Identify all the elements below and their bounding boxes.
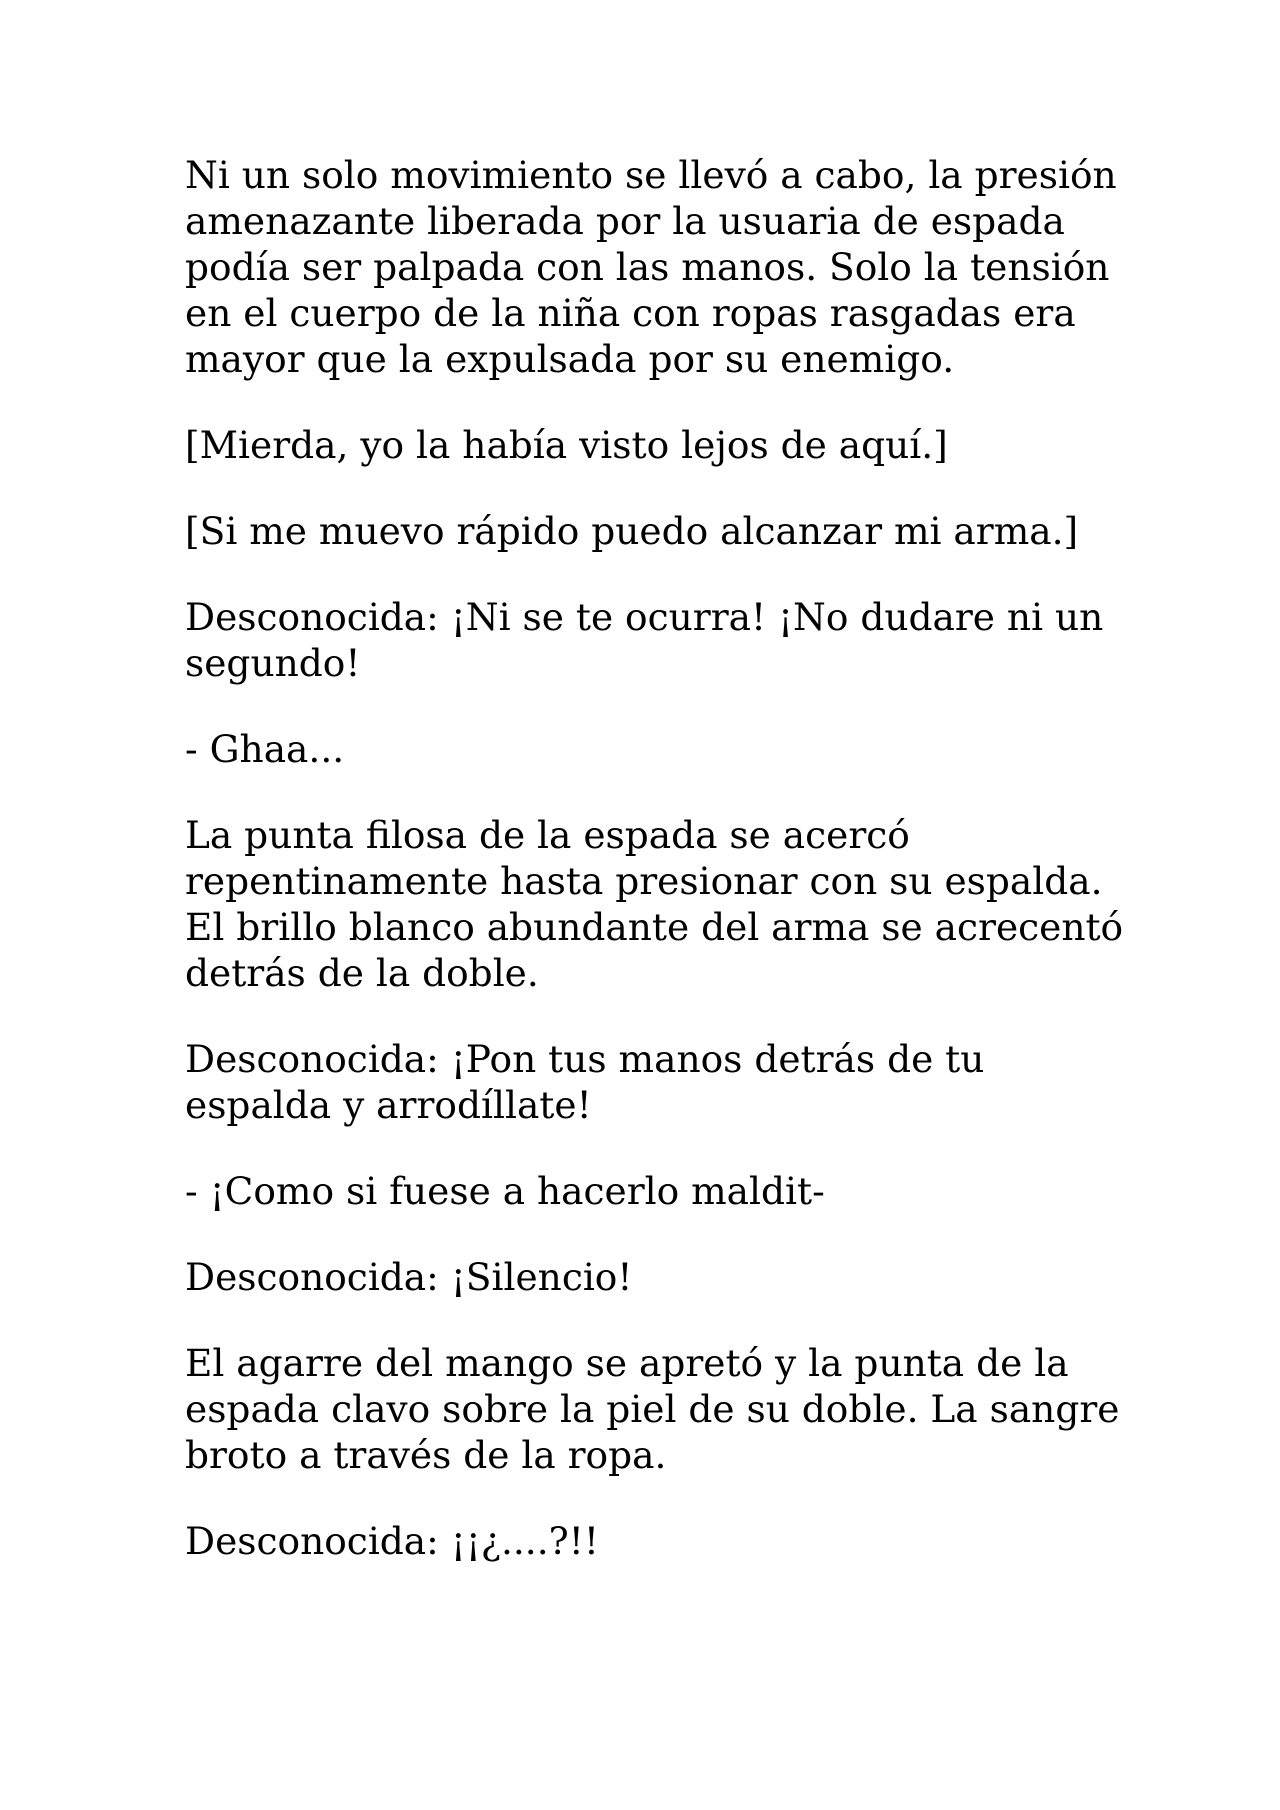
paragraph: - Ghaa... (185, 727, 345, 771)
paragraph: Desconocida: ¡Ni se te ocurra! ¡No dudare ni un segundo! (185, 595, 1104, 685)
paragraph: [Mierda, yo la había visto lejos de aquí.] (185, 423, 948, 467)
paragraph: El agarre del mango se apretó y la punta de la espada clavo sobre la piel de su doble. La sangre broto a través de la ropa. (185, 1341, 1120, 1477)
paragraph: [Si me muevo rápido puedo alcanzar mi arma.] (185, 509, 1079, 553)
paragraph: Desconocida: ¡Silencio! (185, 1255, 633, 1299)
text-body (185, 152, 1125, 1604)
paragraph: La punta filosa de la espada se acercó repentinamente hasta presionar con su espalda. El brillo blanco abundante del arma se acrecentó detrás de la doble. (185, 813, 1124, 995)
paragraph: Desconocida: ¡¡¿....?!! (185, 1519, 599, 1563)
paragraph: Ni un solo movimiento se llevó a cabo, la presión amenazante liberada por la usuaria de espada podía ser palpada con las manos. Solo la tensión en el cuerpo de la niña con ropas rasgadas era mayor que la expulsada por su enemigo. (185, 153, 1117, 381)
paragraph: - ¡Como si fuese a hacerlo maldit- (185, 1169, 825, 1213)
paragraph: Desconocida: ¡Pon tus manos detrás de tu espalda y arrodíllate! (185, 1037, 985, 1127)
